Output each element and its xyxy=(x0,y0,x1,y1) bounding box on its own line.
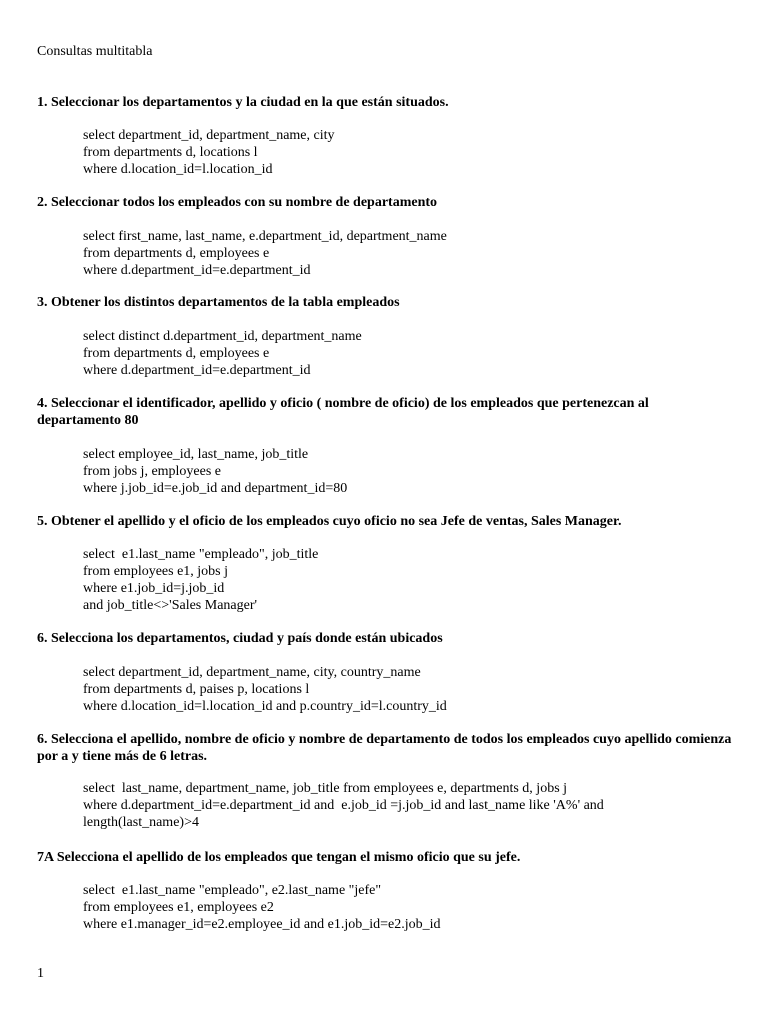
section-4-query xyxy=(83,446,723,497)
section-6b-heading: 6. Selecciona el apellido, nombre de oficio y nombre de departamento de todos los empleados cuyo apellido comienza por a y tiene más de 6 letras. xyxy=(37,732,732,764)
section-5-query xyxy=(83,546,723,614)
query-line: select department_id, department_name, city, country_name xyxy=(83,665,421,680)
query-line: from departments d, locations l xyxy=(83,145,258,160)
query-line: select department_id, department_name, city xyxy=(83,128,335,143)
section-5-heading: 5. Obtener el apellido y el oficio de los empleados cuyo oficio no sea Jefe de ventas, Sales Manager. xyxy=(37,514,622,529)
section-6-query xyxy=(83,664,723,715)
section-3-heading: 3. Obtener los distintos departamentos de la tabla empleados xyxy=(37,295,400,310)
section-6b-query xyxy=(83,780,683,831)
section-7a-query xyxy=(83,882,723,933)
query-line: where e1.manager_id=e2.employee_id and e1.job_id=e2.job_id xyxy=(83,917,441,932)
section-2-query xyxy=(83,228,723,279)
document-title: Consultas multitabla xyxy=(37,44,153,59)
query-line: from departments d, employees e xyxy=(83,246,270,261)
query-line: where d.department_id=e.department_id xyxy=(83,263,311,278)
query-line: select e1.last_name "empleado", job_title xyxy=(83,547,319,562)
section-3-query xyxy=(83,328,723,379)
section-1-query xyxy=(83,127,723,178)
query-line: where d.location_id=l.location_id and p.country_id=l.country_id xyxy=(83,699,447,714)
query-line: select employee_id, last_name, job_title xyxy=(83,447,309,462)
query-line: where d.department_id=e.department_id xyxy=(83,363,311,378)
query-line: where d.location_id=l.location_id xyxy=(83,162,273,177)
query-line: select distinct d.department_id, department_name xyxy=(83,329,362,344)
section-6-heading: 6. Selecciona los departamentos, ciudad y país donde están ubicados xyxy=(37,631,443,646)
query-line: select e1.last_name "empleado", e2.last_name "jefe" xyxy=(83,883,382,898)
query-line: where d.department_id=e.department_id and e.job_id =j.job_id and last_name like 'A%' and length(last_name)>4 xyxy=(83,798,608,830)
section-2-heading: 2. Seleccionar todos los empleados con su nombre de departamento xyxy=(37,195,438,210)
query-line: from departments d, paises p, locations l xyxy=(83,682,310,697)
query-line: select last_name, department_name, job_title from employees e, departments d, jobs j xyxy=(83,781,568,796)
query-line: from jobs j, employees e xyxy=(83,464,222,479)
query-line: where j.job_id=e.job_id and department_id=80 xyxy=(83,481,348,496)
query-line: from departments d, employees e xyxy=(83,346,270,361)
query-line: select first_name, last_name, e.department_id, department_name xyxy=(83,229,447,244)
query-line: and job_title<>'Sales Manager' xyxy=(83,598,258,613)
query-line: where e1.job_id=j.job_id xyxy=(83,581,225,596)
section-4-heading: 4. Seleccionar el identificador, apellido y oficio ( nombre de oficio) de los empleados que pertenezcan al departamento 80 xyxy=(37,396,649,428)
section-1-heading: 1. Seleccionar los departamentos y la ciudad en la que están situados. xyxy=(37,95,449,110)
page-number: 1 xyxy=(37,966,44,981)
query-line: from employees e1, jobs j xyxy=(83,564,229,579)
section-7a-heading: 7A Selecciona el apellido de los empleados que tengan el mismo oficio que su jefe. xyxy=(37,850,521,865)
query-line: from employees e1, employees e2 xyxy=(83,900,274,915)
